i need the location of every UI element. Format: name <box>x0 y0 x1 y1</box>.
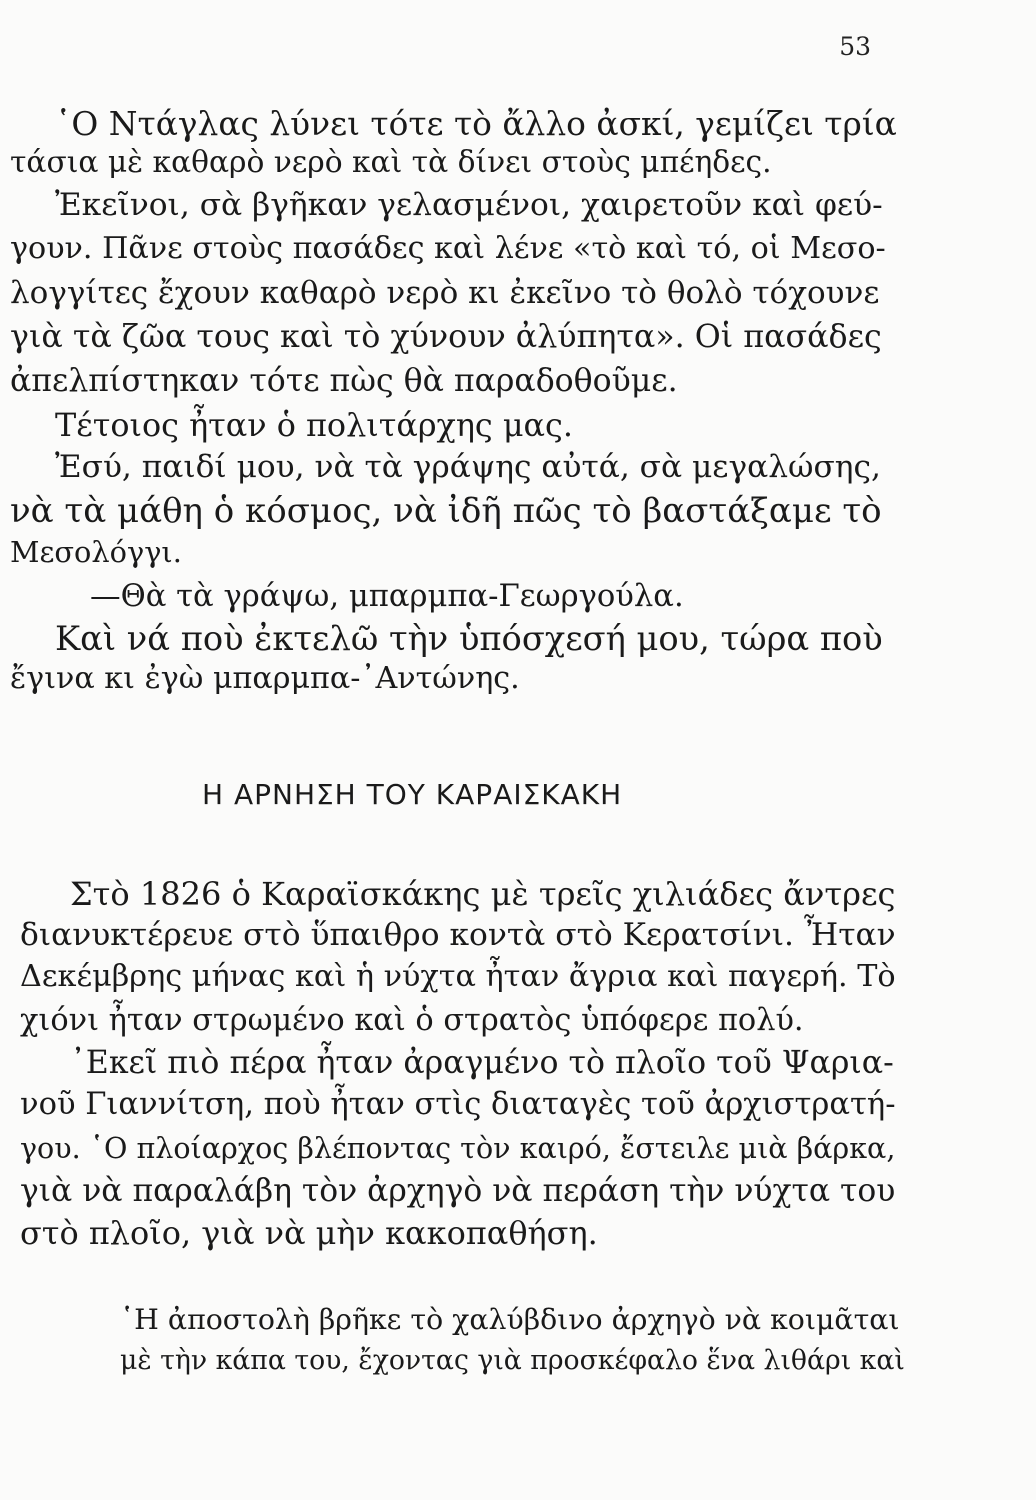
text-line: Μεσολόγγι. <box>10 535 182 569</box>
text-line: τάσια μὲ καθαρὸ νερὸ καὶ τὰ δίνει στοὺς μπέηδες. <box>10 145 772 180</box>
text-line: διανυκτέρευε στὸ ὕπαιθρο κοντὰ στὸ Κερατσίνι. Ἦταν <box>20 917 896 953</box>
section-heading: Η ΑΡΝΗΣΗ ΤΟΥ ΚΑΡΑΙΣΚΑΚΗ <box>202 778 623 811</box>
text-line: στὸ πλοῖο, γιὰ νὰ μὴν κακοπαθήση. <box>20 1214 598 1252</box>
text-line: Στὸ 1826 ὁ Καραϊσκάκης μὲ τρεῖς χιλιάδες ἄντρες <box>70 875 896 913</box>
text-line: νὰ τὰ μάθη ὁ κόσμος, νὰ ἰδῆ πῶς τὸ βαστάξαμε τὸ <box>10 491 882 531</box>
text-line: ἀπελπίστηκαν τότε πὼς θὰ παραδοθοῦμε. <box>10 363 678 399</box>
text-line: ῾Ο Ντάγλας λύνει τότε τὸ ἄλλο ἀσκί, γεμίζει τρία <box>55 105 897 143</box>
text-line: ῾Η ἀποστολὴ βρῆκε τὸ χαλύβδινο ἀρχηγὸ νὰ κοιμᾶται <box>120 1303 900 1336</box>
text-line: ἔγινα κι ἐγὼ μπαρμπα-᾿Αντώνης. <box>10 661 520 696</box>
text-line: νοῦ Γιαννίτση, ποὺ ἦταν στὶς διαταγὲς τοῦ ἀρχιστρατή- <box>20 1087 896 1122</box>
text-line: Ἐκεῖνοι, σὰ βγῆκαν γελασμένοι, χαιρετοῦν καὶ φεύ- <box>55 187 883 223</box>
page-number: 53 <box>839 32 871 61</box>
text-line: λογγίτες ἔχουν καθαρὸ νερὸ κι ἐκεῖνο τὸ θολὸ τόχουνε <box>10 275 880 311</box>
text-line: Τέτοιος ἦταν ὁ πολιτάρχης μας. <box>55 406 573 444</box>
text-line: γιὰ νὰ παραλάβη τὸν ἀρχηγὸ νὰ περάση τὴν νύχτα του <box>20 1173 896 1209</box>
text-line: Δεκέμβρης μήνας καὶ ἡ νύχτα ἦταν ἄγρια καὶ παγερή. Τὸ <box>20 959 896 994</box>
text-line: χιόνι ἦταν στρωμένο καὶ ὁ στρατὸς ὑπόφερε πολύ. <box>20 1003 804 1038</box>
text-line: γου. ῾Ο πλοίαρχος βλέποντας τὸν καιρό, ἔστειλε μιὰ βάρκα, <box>20 1131 896 1165</box>
text-line: μὲ τὴν κάπα του, ἔχοντας γιὰ προσκέφαλο ἕνα λιθάρι καὶ <box>120 1345 905 1376</box>
text-line: γιὰ τὰ ζῶα τους καὶ τὸ χύνουν ἀλύπητα». Οἱ πασάδες <box>10 319 882 355</box>
text-line: γουν. Πᾶνε στοὺς πασάδες καὶ λένε «τὸ καὶ τό, οἱ Μεσο- <box>10 231 886 266</box>
text-line: ᾿Εκεῖ πιὸ πέρα ἦταν ἀραγμένο τὸ πλοῖο τοῦ Ψαρια- <box>70 1045 894 1081</box>
text-line: Ἐσύ, παιδί μου, νὰ τὰ γράψης αὐτά, σὰ μεγαλώσης, <box>55 449 881 485</box>
text-line: —Θὰ τὰ γράψω, μπαρμπα-Γεωργούλα. <box>90 579 684 614</box>
text-line: Καὶ νά ποὺ ἐκτελῶ τὴν ὑπόσχεσή μου, τώρα ποὺ <box>55 619 883 658</box>
